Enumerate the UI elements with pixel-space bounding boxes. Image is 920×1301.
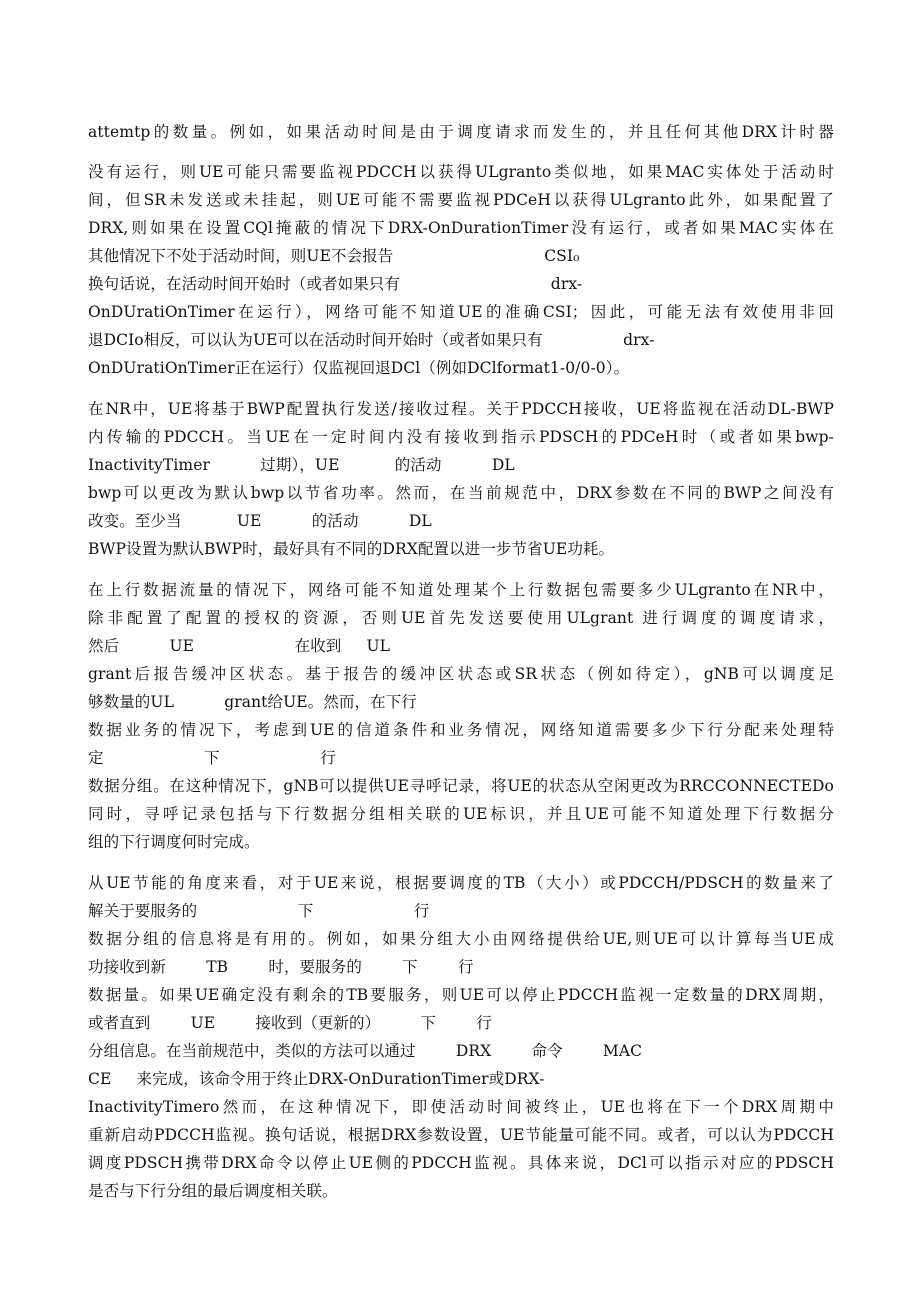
text-line: 重新启动PDCCH监视。换句话说，根据DRX参数设置，UE节能量可能不同。或者，可以认为PDCCH xyxy=(88,1126,834,1144)
text-line: 其他情况下不处于活动时间，则UE不会报告 CSI₀ xyxy=(88,247,580,265)
text-line: bwp可以更改为默认bwp以节省功率。然而，在当前规范中，DRX参数在不同的BWP之间没有 xyxy=(88,484,834,502)
text-line: 数据业务的情况下，考虑到UE的信道条件和业务情况，网络知道需要多少下行分配来处理特 xyxy=(88,721,834,739)
text-line: OnDUratiOnTimer正在运行）仅监视回退DCl（例如DClformat1-0/0-0）。 xyxy=(88,359,630,377)
text-line: 然后 UE 在收到 UL xyxy=(88,637,391,655)
text-line: BWP设置为默认BWP时，最好具有不同的DRX配置以进一步节省UE功耗。 xyxy=(88,540,615,558)
text-line: 间，但SR未发送或未挂起，则UE可能不需要监视PDCeH以获得ULgranto此外，如果配置了 xyxy=(88,191,834,209)
text-line: 调度PDSCH携带DRX命令以停止UE侧的PDCCH监视。具体来说，DCl可以指示对应的PDSCH xyxy=(88,1154,834,1172)
text-line: 换句话说，在活动时间开始时（或者如果只有 drx- xyxy=(88,275,583,293)
text-line: 退DCIo相反，可以认为UE可以在活动时间开始时（或者如果只有 drx- xyxy=(88,331,655,349)
text-line: 同时，寻呼记录包括与下行数据分组相关联的UE标识，并且UE可能不知道处理下行数据分 xyxy=(88,805,834,823)
text-line: 分组信息。在当前规范中，类似的方法可以通过 DRX 命令 MAC xyxy=(88,1042,643,1060)
text-line: 改变。至少当 UE 的活动 DL xyxy=(88,512,432,530)
text-line: InactivityTimero然而，在这种情况下，即使活动时间被终止，UE也将在下一个DRX周期中 xyxy=(88,1098,834,1116)
text-line: 数据量。如果UE确定没有剩余的TB要服务，则UE可以停止PDCCH监视一定数量的DRX周期， xyxy=(88,986,834,1004)
text-line: 组的下行调度何时完成。 xyxy=(88,833,260,851)
text-line: CE 来完成，该命令用于终止DRX-OnDurationTimer或DRX- xyxy=(88,1070,545,1088)
text-line: InactivityTimer 过期），UE 的活动 DL xyxy=(88,456,515,474)
text-line: 数据分组的信息将是有用的。例如，如果分组大小由网络提供给UE,则UE可以计算每当UE成 xyxy=(88,930,834,948)
text-line: OnDUratiOnTimer在运行），网络可能不知道UE的准确CSI；因此，可能无法有效使用非回 xyxy=(88,303,834,321)
text-line: 功接收到新 TB 时，要服务的 下 行 xyxy=(88,958,474,976)
text-line: 是否与下行分组的最后调度相关联。 xyxy=(88,1182,338,1200)
text-line: 除非配置了配置的授权的资源，否则UE首先发送要使用ULgrant 进行调度的调度请求， xyxy=(88,609,834,627)
text-line: 在上行数据流量的情况下，网络可能不知道处理某个上行数据包需要多少ULgranto在NR中， xyxy=(88,581,834,599)
text-line: 够数量的UL grant给UE。然而，在下行 xyxy=(88,693,417,711)
text-line: 从UE节能的角度来看，对于UE来说，根据要调度的TB（大小）或PDCCH/PDSCH的数量来了 xyxy=(88,874,834,892)
text-line: 在NR中，UE将基于BWP配置执行发送/接收过程。关于PDCCH接收，UE将监视在活动DL-BWP xyxy=(88,400,834,418)
text-line: 定 下 行 xyxy=(88,749,336,767)
text-line: attemtp的数量。例如，如果活动时间是由于调度请求而发生的，并且任何其他DRX计时器 xyxy=(88,123,834,141)
text-line: 解关于要服务的 下 行 xyxy=(88,902,430,920)
text-line: 内传输的PDCCH。当UE在一定时间内没有接收到指示PDSCH的PDCeH时（或者如果bwp- xyxy=(88,428,834,446)
text-line: 数据分组。在这种情况下，gNB可以提供UE寻呼记录，将UE的状态从空闲更改为RRCCONNECTEDo xyxy=(88,777,834,795)
text-line: 没有运行，则UE可能只需要监视PDCCH以获得ULgranto类似地，如果MAC实体处于活动时 xyxy=(88,163,834,181)
text-line: grant后报告缓冲区状态。基于报告的缓冲区状态或SR状态（例如待定），gNB可以调度足 xyxy=(88,665,834,683)
text-line: 或者直到 UE 接收到（更新的） 下 行 xyxy=(88,1014,492,1032)
text-line: DRX,则如果在设置CQl掩蔽的情况下DRX-OnDurationTimer没有运行，或者如果MAC实体在 xyxy=(88,219,834,237)
